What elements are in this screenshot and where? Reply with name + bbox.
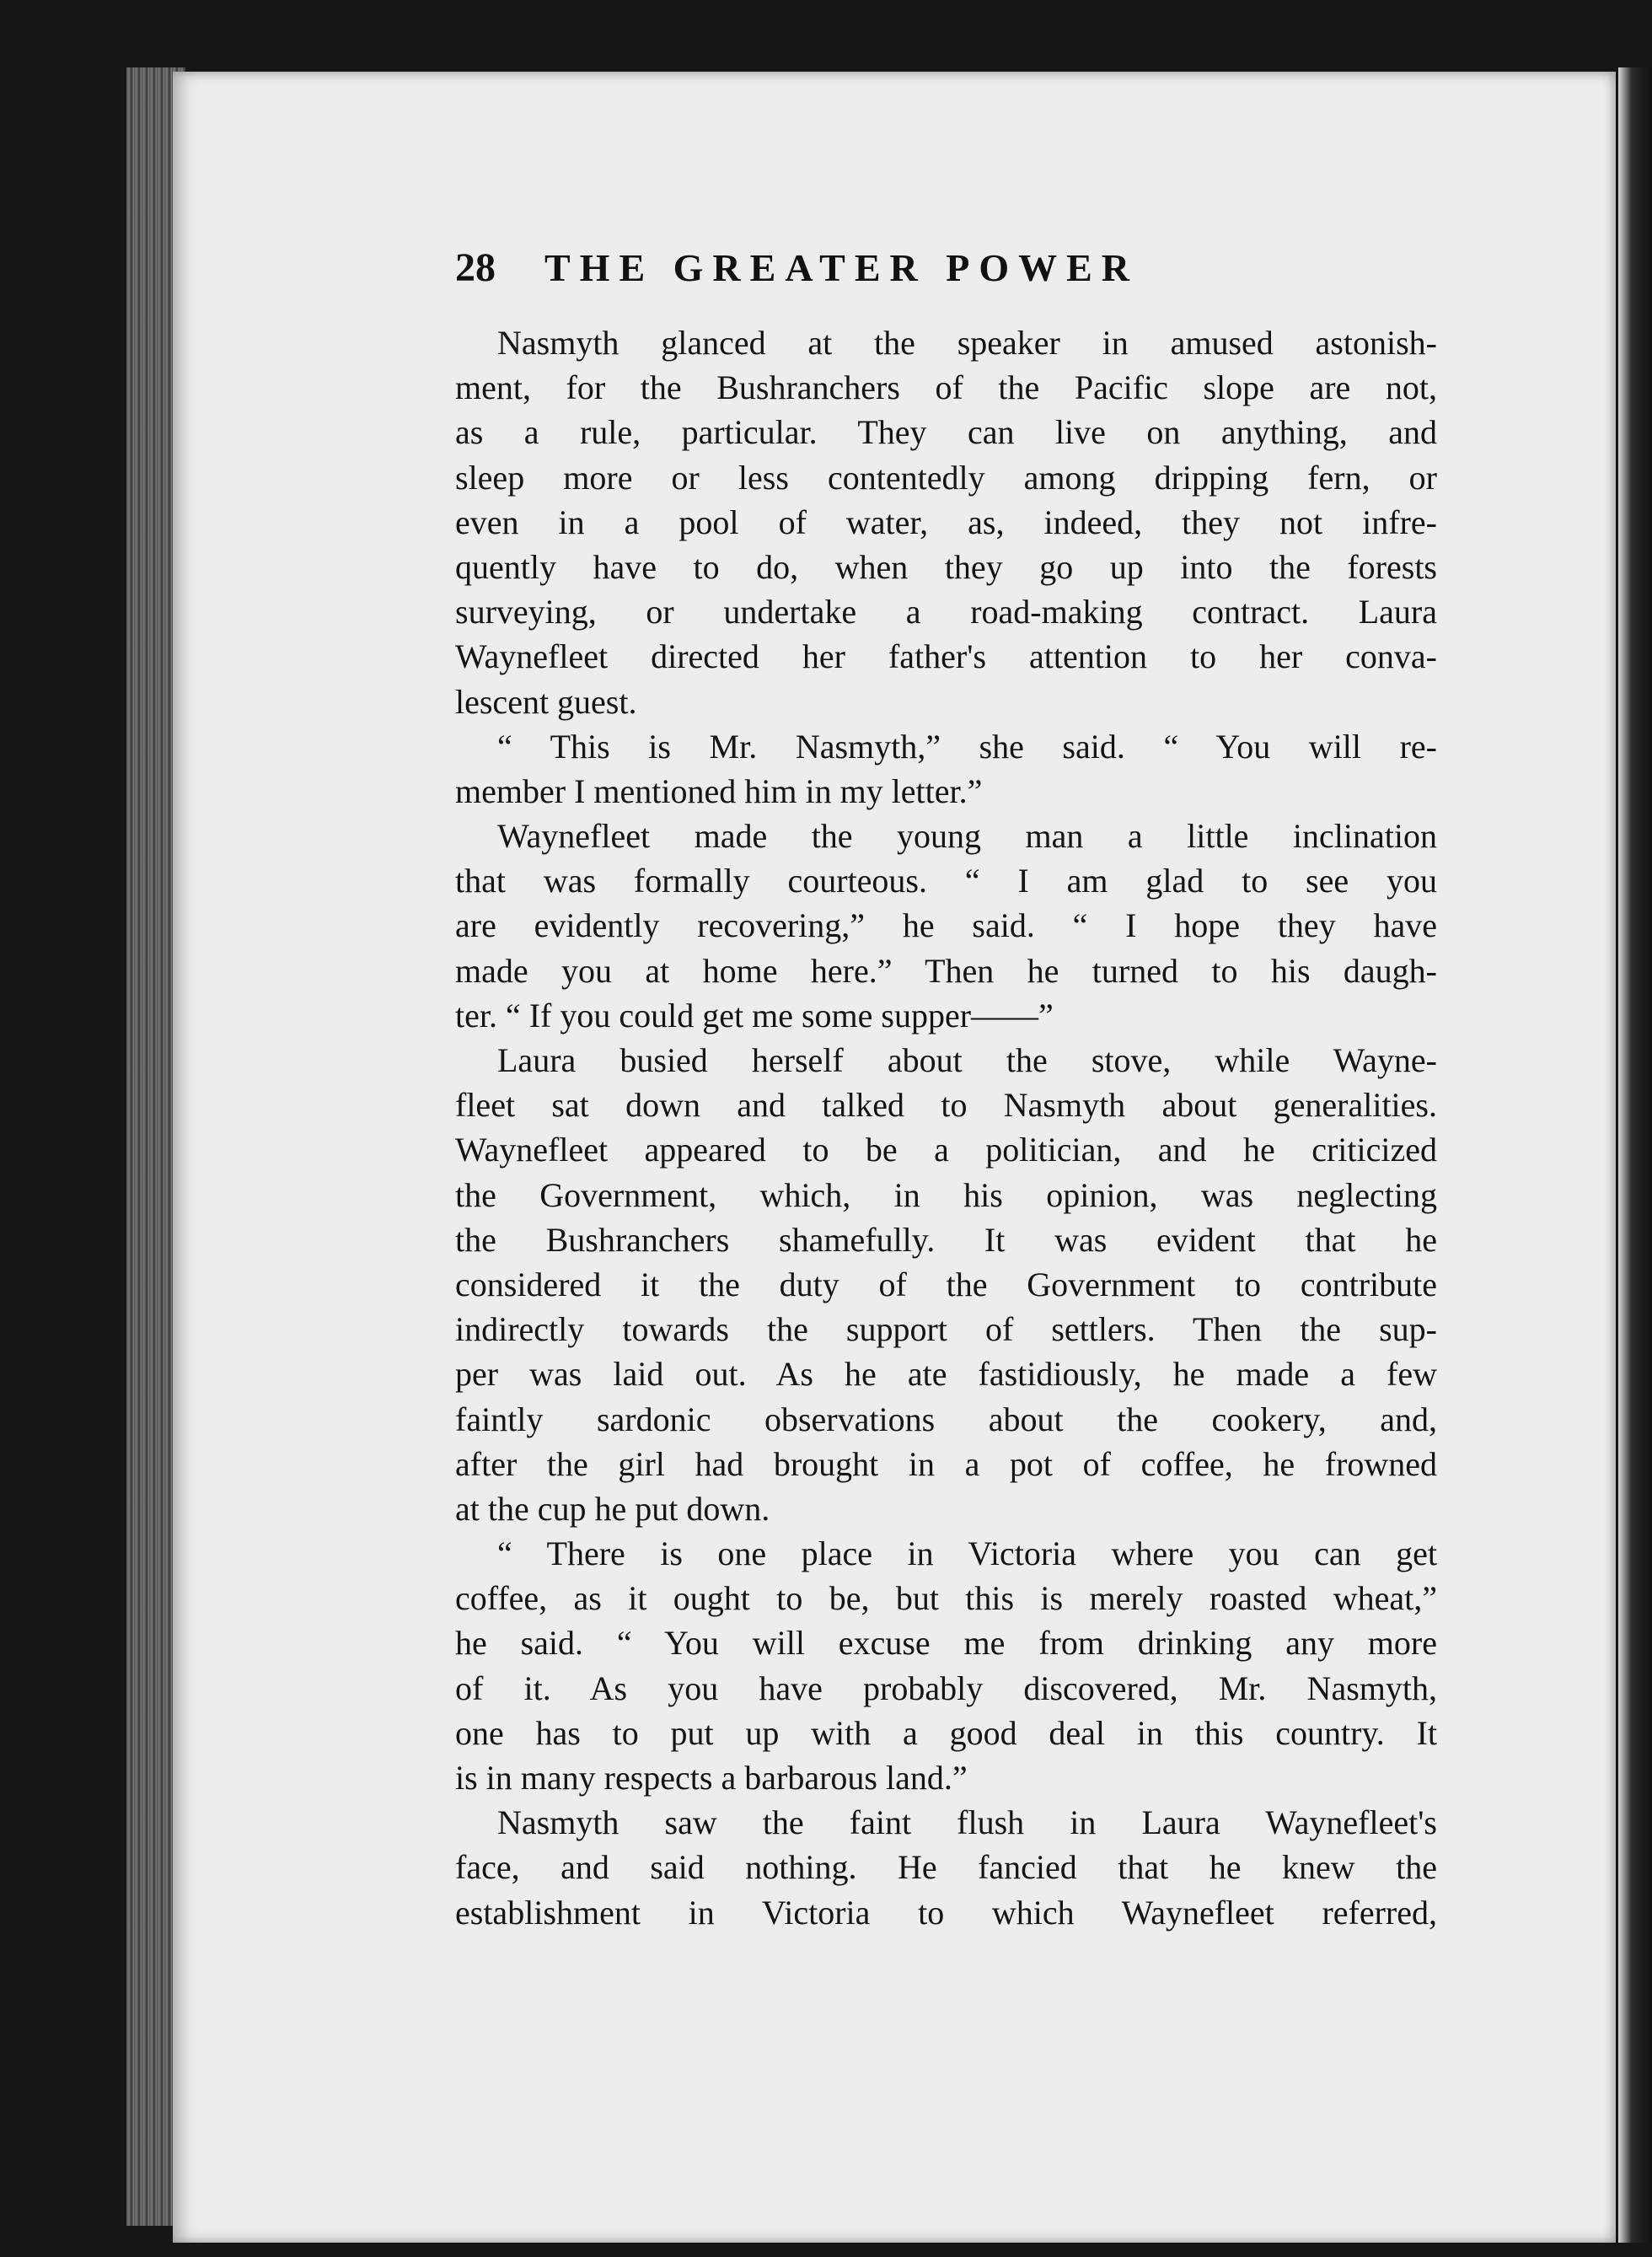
page-number: 28 — [455, 245, 496, 290]
text-line: ment, for the Bushranchers of the Pacific slope are not, — [455, 368, 1437, 407]
text-line: Nasmyth glanced at the speaker in amused astonish- — [497, 324, 1437, 362]
text-line: indirectly towards the support of settlers. Then the sup- — [455, 1310, 1437, 1349]
text-line: Waynefleet directed her father's attention to her conva- — [455, 637, 1437, 676]
text-line: he said. “ You will excuse me from drinking any more — [455, 1624, 1437, 1663]
text-line: that was formally courteous. “ I am glad to see you — [455, 862, 1437, 900]
text-line: at the cup he put down. — [455, 1489, 770, 1528]
text-line: face, and said nothing. He fancied that he knew the — [455, 1848, 1437, 1887]
text-line: “ There is one place in Victoria where you can get — [497, 1534, 1437, 1573]
text-line: of it. As you have probably discovered, Mr. Nasmyth, — [455, 1669, 1437, 1707]
text-line: Nasmyth saw the faint flush in Laura Waynefleet's — [497, 1803, 1437, 1842]
running-header — [455, 245, 1315, 291]
text-line: the Bushranchers shamefully. It was evident that he — [455, 1220, 1437, 1259]
text-line: quently have to do, when they go up into the forests — [455, 547, 1437, 586]
text-line: lescent guest. — [455, 682, 637, 721]
text-line: Laura busied herself about the stove, while Wayne- — [497, 1041, 1437, 1079]
text-line: coffee, as it ought to be, but this is merely roasted wheat,” — [455, 1579, 1437, 1618]
text-line: ter. “ If you could get me some supper——” — [455, 996, 1054, 1034]
text-line: made you at home here.” Then he turned to his daugh- — [455, 951, 1437, 990]
text-line: the Government, which, in his opinion, was neglecting — [455, 1175, 1437, 1214]
text-line: sleep more or less contentedly among dripping fern, or — [455, 458, 1437, 497]
text-line: one has to put up with a good deal in this country. It — [455, 1713, 1437, 1752]
text-line: even in a pool of water, as, indeed, they not infre- — [455, 502, 1437, 541]
text-line: member I mentioned him in my letter.” — [455, 771, 983, 810]
text-line: per was laid out. As he ate fastidiously, he made a few — [455, 1355, 1437, 1394]
text-line: is in many respects a barbarous land.” — [455, 1759, 968, 1797]
text-line: as a rule, particular. They can live on anything, and — [455, 413, 1437, 452]
text-line: considered it the duty of the Government to contribute — [455, 1265, 1437, 1303]
text-line: “ This is Mr. Nasmyth,” she said. “ You will re- — [497, 727, 1437, 766]
running-title: THE GREATER POWER — [544, 246, 1139, 289]
text-line: Waynefleet appeared to be a politician, and he criticized — [455, 1131, 1437, 1169]
text-line: surveying, or undertake a road-making contract. Laura — [455, 593, 1437, 631]
binding-shadow — [1618, 67, 1652, 2243]
text-line: faintly sardonic observations about the cookery, and, — [455, 1400, 1437, 1438]
text-line: establishment in Victoria to which Waynefleet referred, — [455, 1893, 1437, 1932]
text-line: Waynefleet made the young man a little inclination — [497, 817, 1437, 856]
body-text — [455, 320, 1437, 1935]
text-line: are evidently recovering,” he said. “ I hope they have — [455, 906, 1437, 945]
text-line: fleet sat down and talked to Nasmyth about generalities. — [455, 1086, 1437, 1125]
text-line: after the girl had brought in a pot of coffee, he frowned — [455, 1444, 1437, 1483]
